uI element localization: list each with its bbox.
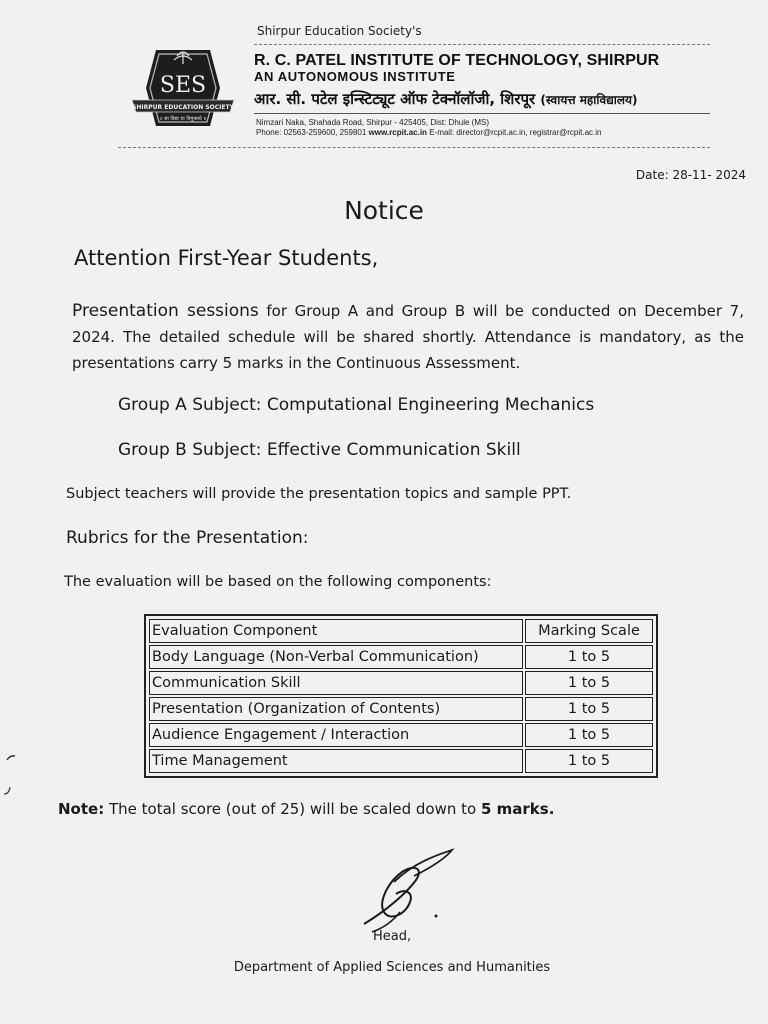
autonomous-label: AN AUTONOMOUS INSTITUTE [254, 69, 456, 84]
institute-name: R. C. PATEL INSTITUTE OF TECHNOLOGY, SHIRPUR [254, 52, 660, 69]
address-line: Nimzari Naka, Shahada Road, Shirpur - 425405, Dist: Dhule (MS) [256, 118, 489, 127]
paragraph-lead: Presentation sessions [72, 301, 259, 321]
notice-paragraph [72, 298, 744, 376]
note-line [58, 800, 554, 818]
signatory-title: Head, [373, 929, 412, 944]
paragraph-text: for Group A and Group B will be conducted on December 7, 2024. The detailed schedule will be shared shortly. Attendance is mandatory, as the presentations carry 5 marks in the Continuous Assessment. [72, 302, 744, 372]
attention-line: Attention First-Year Students, [74, 246, 379, 270]
table-cell: 1 to 5 [525, 697, 653, 721]
hindi-name: आर. सी. पटेल इन्स्टिट्यूट ऑफ टेक्नॉलॉजी, शिरपूर [254, 90, 536, 108]
table-row [149, 723, 653, 747]
table-cell: Audience Engagement / Interaction [149, 723, 523, 747]
table-row [149, 749, 653, 773]
table-row [149, 697, 653, 721]
table-header-cell: Evaluation Component [149, 619, 523, 643]
table-cell: 1 to 5 [525, 723, 653, 747]
notice-date: Date: 28-11- 2024 [635, 168, 746, 182]
address-block [256, 118, 601, 138]
group-b-subject: Group B Subject: Effective Communication Skill [118, 440, 521, 460]
notice-title: Notice [344, 196, 424, 225]
phone: Phone: 02563-259600, 259801 [256, 128, 367, 137]
header-rule-bottom [118, 147, 710, 148]
evaluation-intro: The evaluation will be based on the following components: [64, 574, 492, 590]
teachers-line: Subject teachers will provide the presentation topics and sample PPT. [66, 486, 572, 502]
ses-logo [128, 42, 238, 134]
scan-mark [3, 786, 13, 796]
header-rule-top [254, 44, 710, 45]
table-header-cell: Marking Scale [525, 619, 653, 643]
rubrics-heading: Rubrics for the Presentation: [66, 528, 309, 548]
rubric-table [144, 614, 658, 778]
society-name: Shirpur Education Society's [257, 24, 422, 38]
email: E-mail: director@rcpit.ac.in, registrar@rcpit.ac.in [429, 128, 602, 137]
table-row [149, 645, 653, 669]
group-a-subject: Group A Subject: Computational Engineering Mechanics [118, 395, 595, 415]
table-cell: 1 to 5 [525, 671, 653, 695]
signature [344, 842, 460, 942]
hindi-institute-name [254, 89, 637, 109]
logo-motto: ॥ सा विद्या या विमुक्तये ॥ [159, 116, 207, 122]
header-rule-mid [254, 113, 710, 114]
contact-line [256, 128, 601, 138]
logo-ribbon: SHIRPUR EDUCATION SOCIETY [132, 104, 234, 111]
note-text: The total score (out of 25) will be scaled down to [108, 800, 477, 818]
note-label: Note: [58, 800, 105, 818]
table-cell: Presentation (Organization of Contents) [149, 697, 523, 721]
table-header-row [149, 619, 653, 643]
table-cell: 1 to 5 [525, 645, 653, 669]
website-link[interactable]: www.rcpit.ac.in [368, 128, 427, 137]
hindi-tag: (स्वायत्त महाविद्यालय) [540, 93, 638, 107]
scan-mark [6, 754, 16, 762]
table-cell: Body Language (Non-Verbal Communication) [149, 645, 523, 669]
logo-letters: SES [159, 73, 207, 98]
table-cell: Communication Skill [149, 671, 523, 695]
note-emphasis: 5 marks. [481, 800, 555, 818]
table-cell: 1 to 5 [525, 749, 653, 773]
department-name: Department of Applied Sciences and Humanities [233, 960, 551, 975]
table-cell: Time Management [149, 749, 523, 773]
table-row [149, 671, 653, 695]
